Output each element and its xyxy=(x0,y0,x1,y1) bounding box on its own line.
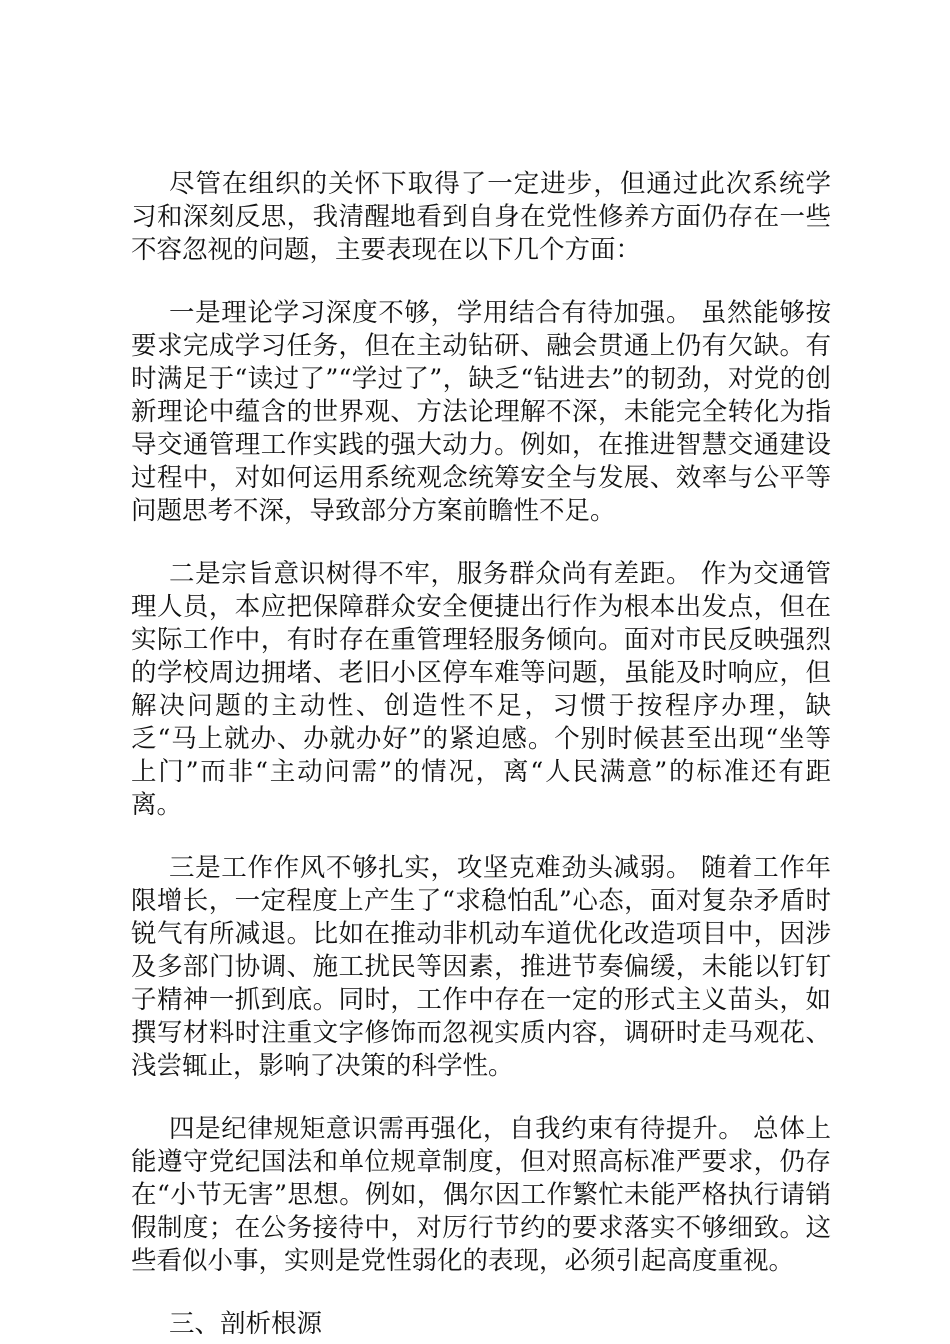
problem-paragraph-1: 一是理论学习深度不够，学用结合有待加强。 虽然能够按要求完成学习任务，但在主动钻研、融会贯通上仍有欠缺。有时满足于“读过了”“学过了”，缺乏“钻进去”的韧劲，对党的创新理论中蕴含的世界观、方法论理解不深，未能完全转化为指导交通管理工作实践的强大动力。例如，在推进智慧交通建设过程中，对如何运用系统观念统筹安全与发展、效率与公平等问题思考不深，导致部分方案前瞻性不足。 xyxy=(131,298,831,526)
section-heading: 三、剖析根源 xyxy=(169,1309,323,1339)
problem-paragraph-4: 四是纪律规矩意识需再强化，自我约束有待提升。 总体上能遵守党纪国法和单位规章制度，但对照高标准严要求，仍存在“小节无害”思想。例如，偶尔因工作繁忙未能严格执行请销假制度；在公务接待中，对厉行节约的要求落实不够细致。这些看似小事，实则是党性弱化的表现，必须引起高度重视。 xyxy=(131,1114,831,1276)
problem-paragraph-2: 二是宗旨意识树得不牢，服务群众尚有差距。 作为交通管理人员，本应把保障群众安全便捷出行作为根本出发点，但在实际工作中，有时存在重管理轻服务倾向。面对市民反映强烈的学校周边拥堵、老旧小区停车难等问题，虽能及时响应，但解决问题的主动性、创造性不足，习惯于按程序办理，缺乏“马上就办、办就办好”的紧迫感。个别时候甚至出现“坐等上门”而非“主动问需”的情况，离“人民满意”的标准还有距离。 xyxy=(131,559,831,820)
problem-paragraph-3: 三是工作作风不够扎实，攻坚克难劲头减弱。 随着工作年限增长，一定程度上产生了“求稳怕乱”心态，面对复杂矛盾时锐气有所减退。比如在推动非机动车道优化改造项目中，因涉及多部门协调、施工扰民等因素，推进节奏偏缓，未能以钉钉子精神一抓到底。同时，工作中存在一定的形式主义苗头，如撰写材料时注重文字修饰而忽视实质内容，调研时走马观花、浅尝辄止，影响了决策的科学性。 xyxy=(131,853,831,1081)
intro-paragraph: 尽管在组织的关怀下取得了一定进步，但通过此次系统学习和深刻反思，我清醒地看到自身在党性修养方面仍存在一些不容忽视的问题，主要表现在以下几个方面： xyxy=(131,169,831,265)
document-page xyxy=(131,168,831,1341)
